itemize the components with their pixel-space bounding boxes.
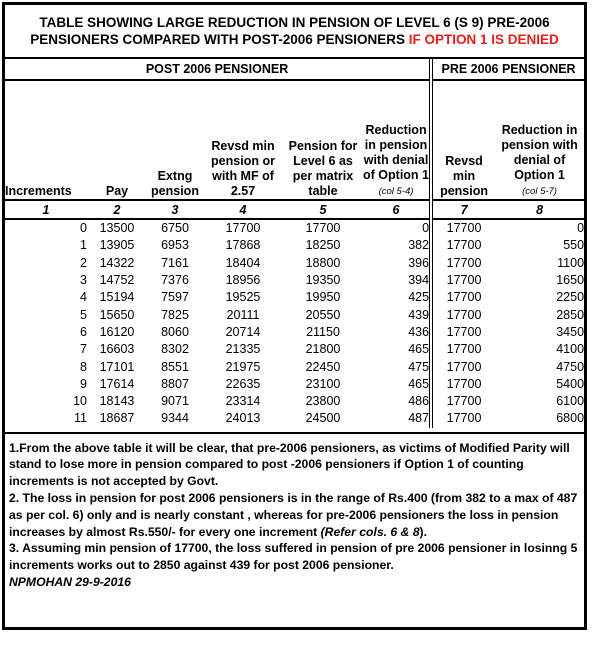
notes-section (5, 432, 584, 591)
table-body (5, 219, 584, 428)
cell-pension-level6: 23800 (305, 394, 341, 409)
cell-extng-pension: 8302 (161, 342, 189, 357)
cell-pay: 16120 (99, 324, 135, 339)
cell-extng-pension: 7161 (161, 255, 189, 270)
cell-reduction-post: 465 (408, 342, 430, 357)
col-number: 7 (431, 200, 495, 219)
cell-pay: 18687 (99, 411, 135, 426)
col-number: 6 (363, 200, 431, 219)
cell-pay: 15650 (99, 307, 135, 322)
cell-pension-level6: 20550 (305, 307, 341, 322)
cell-pension-level6: 24500 (305, 411, 341, 426)
title-line-2-main: PENSIONERS COMPARED WITH POST-2006 PENSIONERS (30, 32, 406, 47)
cell-reduction-post: 0 (422, 221, 430, 236)
cell-extng-pension: 9344 (161, 411, 189, 426)
cell-revsd-min: 17700 (431, 393, 495, 410)
table-row (5, 289, 584, 306)
table-row (5, 341, 584, 358)
cell-increment: 6 (80, 324, 87, 339)
cell-pay: 16603 (99, 342, 135, 357)
header-reduction-post-text: Reduction in pension with denial of Option 1 (363, 123, 429, 182)
cell-pay: 13500 (99, 221, 135, 236)
cell-increment: 7 (80, 342, 87, 357)
header-reduction-pre-note: (col 5-7) (522, 186, 557, 197)
cell-reduction-pre: 1100 (557, 255, 585, 270)
cell-revsd-min: 17700 (431, 410, 495, 427)
cell-increment: 9 (80, 376, 87, 391)
cell-reduction-post: 487 (408, 411, 430, 426)
cell-revsd-pension: 17868 (225, 238, 261, 253)
cell-pay: 14752 (99, 273, 135, 288)
header-reduction-pre-text: Reduction in pension with denial of Option 1 (501, 123, 578, 182)
header-reduction-pre (495, 80, 584, 200)
cell-revsd-min: 17700 (431, 324, 495, 341)
cell-revsd-pension: 20714 (225, 324, 261, 339)
cell-revsd-min: 17700 (431, 272, 495, 289)
table-row (5, 306, 584, 323)
cell-revsd-min: 17700 (431, 358, 495, 375)
col-number: 5 (283, 200, 363, 219)
cell-reduction-post: 475 (408, 359, 430, 374)
cell-reduction-pre: 2250 (556, 290, 585, 305)
group-pre-2006: PRE 2006 PENSIONER (431, 59, 584, 80)
note-2 (9, 490, 580, 540)
cell-reduction-pre: 3450 (556, 324, 585, 339)
cell-pension-level6: 19950 (305, 290, 341, 305)
title-line-1: TABLE SHOWING LARGE REDUCTION IN PENSION OF LEVEL 6 (S 9) PRE-2006 (39, 15, 550, 30)
cell-extng-pension: 6953 (161, 238, 189, 253)
col-number: 8 (495, 200, 584, 219)
cell-reduction-pre: 1650 (556, 273, 585, 288)
cell-revsd-pension: 22635 (225, 376, 261, 391)
cell-increment: 11 (74, 411, 87, 426)
pension-table (5, 59, 584, 428)
cell-extng-pension: 8551 (161, 359, 189, 374)
cell-increment: 8 (80, 359, 87, 374)
cell-reduction-post: 436 (408, 324, 430, 339)
cell-pension-level6: 17700 (305, 221, 341, 236)
cell-pay: 14322 (99, 255, 135, 270)
cell-pay: 13905 (99, 238, 135, 253)
cell-revsd-pension: 19525 (225, 290, 261, 305)
cell-revsd-min: 17700 (431, 237, 495, 254)
cell-pay: 17101 (99, 359, 135, 374)
group-header-row (5, 59, 584, 80)
cell-pension-level6: 19350 (305, 273, 341, 288)
cell-pension-level6: 22450 (305, 359, 341, 374)
cell-increment: 0 (80, 221, 87, 236)
cell-revsd-pension: 23314 (225, 394, 261, 409)
cell-reduction-post: 486 (408, 394, 430, 409)
table-row (5, 393, 584, 410)
cell-pay: 18143 (99, 394, 135, 409)
cell-increment: 3 (80, 273, 87, 288)
cell-reduction-pre: 6100 (556, 394, 585, 409)
table-row (5, 358, 584, 375)
cell-reduction-pre: 5400 (556, 376, 585, 391)
cell-revsd-min: 17700 (431, 255, 495, 272)
table-row (5, 410, 584, 427)
header-reduction-post (363, 80, 431, 200)
col-number: 3 (147, 200, 203, 219)
cell-reduction-post: 396 (408, 255, 430, 270)
header-revsd-min-pension: Revsd min pension or with MF of 2.57 (211, 139, 275, 198)
cell-revsd-min: 17700 (431, 219, 495, 237)
cell-revsd-pension: 24013 (225, 411, 261, 426)
cell-reduction-pre: 0 (577, 221, 585, 236)
header-pension-level6: Pension for Level 6 as per matrix table (288, 139, 358, 198)
group-post-2006: POST 2006 PENSIONER (5, 59, 431, 80)
cell-extng-pension: 9071 (161, 394, 189, 409)
note-1: 1.From the above table it will be clear, that pre-2006 pensioners, as victims of Modified Parity will stand to lose more in pension compared to post -2006 pensioners if Option 1 of counting increments is not accepted by Govt. (9, 440, 570, 489)
cell-revsd-pension: 21975 (225, 359, 261, 374)
cell-extng-pension: 7825 (161, 307, 189, 322)
cell-increment: 5 (80, 307, 87, 322)
note-2-ref: (Refer cols. 6 & 8 (320, 524, 420, 539)
cell-pay: 15194 (99, 290, 135, 305)
cell-reduction-post: 382 (408, 238, 430, 253)
cell-increment: 1 (80, 238, 87, 253)
cell-revsd-min: 17700 (431, 341, 495, 358)
cell-reduction-post: 394 (408, 273, 430, 288)
cell-revsd-min: 17700 (431, 306, 495, 323)
col-number: 4 (203, 200, 283, 219)
cell-pension-level6: 21800 (305, 342, 341, 357)
cell-increment: 2 (80, 255, 87, 270)
cell-pension-level6: 18250 (305, 238, 341, 253)
cell-extng-pension: 8807 (161, 376, 189, 391)
cell-revsd-min: 17700 (431, 289, 495, 306)
cell-pay: 17614 (99, 376, 135, 391)
note-2-end: ). (419, 524, 427, 539)
note-3: 3. Assuming min pension of 17700, the loss suffered in pension of pre 2006 pensioner in losinng 5 increments works out to 2850 against 439 for post 2006 pensioner. (9, 541, 578, 573)
header-extng-pension: Extng pension (151, 169, 199, 198)
col-number: 2 (87, 200, 147, 219)
cell-extng-pension: 8060 (161, 324, 189, 339)
cell-reduction-pre: 550 (563, 238, 585, 253)
cell-revsd-pension: 20111 (226, 307, 260, 322)
cell-revsd-min: 17700 (431, 376, 495, 393)
table-row (5, 255, 584, 272)
header-revsd-min: Revsd min pension (431, 80, 495, 200)
cell-reduction-pre: 2850 (556, 307, 585, 322)
cell-reduction-pre: 6800 (556, 411, 585, 426)
table-row (5, 272, 584, 289)
table-row (5, 324, 584, 341)
table-row (5, 219, 584, 237)
column-header-row (5, 80, 584, 200)
cell-reduction-post: 465 (408, 376, 430, 391)
cell-increment: 4 (80, 290, 87, 305)
table-title (5, 5, 584, 59)
cell-pension-level6: 23100 (305, 376, 341, 391)
cell-reduction-pre: 4750 (556, 359, 585, 374)
table-row (5, 237, 584, 254)
cell-revsd-pension: 17700 (225, 221, 261, 236)
cell-reduction-post: 425 (408, 290, 430, 305)
table-row (5, 376, 584, 393)
cell-revsd-pension: 21335 (225, 342, 261, 357)
signature: NPMOHAN 29-9-2016 (9, 574, 131, 589)
cell-revsd-pension: 18956 (225, 273, 261, 288)
cell-revsd-pension: 18404 (225, 255, 261, 270)
column-number-row (5, 200, 584, 219)
document-frame (2, 2, 587, 630)
note-2-text: 2. The loss in pension for post 2006 pensioners is in the range of Rs.400 (from 382 to a max of 487 as per col. 6) only and is nearly constant , whereas for pre-2006 pensioners the loss in pension increases by almost Rs.550/- for every one increment (9, 490, 578, 539)
title-line-2 (5, 31, 584, 48)
cell-extng-pension: 7597 (161, 290, 189, 305)
cell-reduction-post: 439 (408, 307, 430, 322)
col-number: 1 (5, 200, 87, 219)
cell-increment: 10 (73, 394, 87, 409)
header-reduction-post-note: (col 5-4) (378, 186, 414, 197)
header-increments: Increments (5, 184, 72, 198)
cell-extng-pension: 7376 (161, 273, 189, 288)
header-pay: Pay (105, 184, 129, 198)
cell-reduction-pre: 4100 (556, 342, 585, 357)
cell-pension-level6: 21150 (306, 324, 340, 339)
cell-extng-pension: 6750 (161, 221, 189, 236)
cell-pension-level6: 18800 (305, 255, 341, 270)
title-line-2-red: IF OPTION 1 IS DENIED (405, 32, 559, 47)
